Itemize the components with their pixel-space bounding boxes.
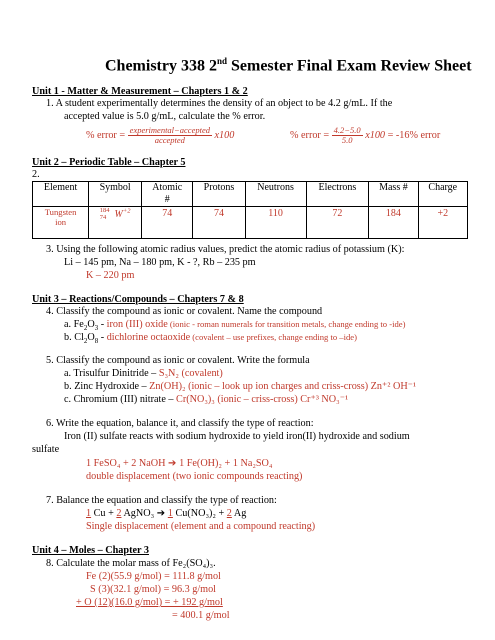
- cell-atomic: 74: [142, 207, 193, 239]
- cell-neutrons: 110: [245, 207, 306, 239]
- molar-mass-total: = 400.1 g/mol: [172, 610, 230, 621]
- table-row: [33, 207, 468, 239]
- col-electrons: Electrons: [306, 182, 369, 207]
- col-charge: Charge: [418, 182, 467, 207]
- percent-error-answer: % error = $\frac{4.2-5.0}{5.0}$ x100 = -16% error: [290, 125, 441, 146]
- col-neutrons: Neutrons: [245, 182, 306, 207]
- unit1-heading: Unit 1 - Matter & Measurement – Chapters 1 & 2: [32, 86, 248, 97]
- question-7-type: Single displacement (element and a compound reacting): [86, 521, 316, 532]
- question-6-type: double displacement (two ionic compounds reacting): [86, 471, 303, 482]
- col-element: Element: [33, 182, 89, 207]
- question-4b: b. $Cl_2O_8$ - dichlorine octaoxide (covalent – use prefixes, change ending to –ide): [64, 332, 357, 346]
- col-symbol: Symbol: [89, 182, 142, 207]
- cell-electrons: 72: [306, 207, 369, 239]
- cell-protons: 74: [193, 207, 245, 239]
- molar-mass-line-o: + O (12)(16.0 g/mol) = + 192 g/mol: [76, 597, 223, 608]
- question-5a: a. Trisulfur Dinitride – S₃N₂ (covalent): [64, 368, 223, 379]
- question-5c: c. Chromium (III) nitrate – Cr(NO₃)₃ (ionic – criss-cross) Cr⁺³ NO₃⁻¹: [64, 394, 349, 405]
- question-5: 5. Classify the compound as ionic or covalent. Write the formula: [46, 355, 310, 366]
- page-title: Chemistry 338 2nd Semester Final Exam Review Sheet: [105, 56, 472, 75]
- col-atomic: Atomic #: [142, 182, 193, 207]
- cell-mass: 184: [369, 207, 418, 239]
- question-3-answer: K – 220 pm: [86, 270, 135, 281]
- question-2: 2.: [32, 169, 40, 180]
- unit3-heading: Unit 3 – Reactions/Compounds – Chapters 7 & 8: [32, 294, 244, 305]
- question-3-line1: 3. Using the following atomic radius values, predict the atomic radius of potassium (K):: [46, 244, 405, 255]
- cell-charge: +2: [418, 207, 467, 239]
- question-3-line2: Li – 145 pm, Na – 180 pm, K - ?, Rb – 235 pm: [64, 257, 256, 268]
- question-6-line2: Iron (II) sulfate reacts with sodium hydroxide to yield iron(II) hydroxide and sodium: [64, 431, 410, 442]
- unit2-heading: Unit 2 – Periodic Table – Chapter 5: [32, 157, 186, 168]
- question-4a: a. $Fe_2O_3$ - iron (III) oxide (ionic - roman numerals for transition metals, change ending to -ide): [64, 319, 406, 333]
- periodic-table-question: [32, 181, 468, 239]
- question-7-equation: 1 Cu + 2 AgNO₃ ➔ 1 Cu(NO₃)₂ + 2 Ag: [86, 508, 247, 519]
- question-6-equation: 1 FeSO₄ + 2 NaOH ➔ 1 Fe(OH)₂ + 1 Na₂SO₄: [86, 458, 273, 469]
- question-8: 8. Calculate the molar mass of Fe₂(SO₄)₃.: [46, 558, 216, 569]
- question-1-line1: 1. A student experimentally determines the density of an object to be 4.2 g/mL. If the: [46, 98, 393, 109]
- percent-error-formula: % error = $\frac{\text{experimental−accepted}}{\text{accepted}}$ x100: [86, 125, 235, 146]
- molar-mass-line-fe: Fe (2)(55.9 g/mol) = 111.8 g/mol: [86, 571, 221, 582]
- question-7: 7. Balance the equation and classify the type of reaction:: [46, 495, 277, 506]
- question-6-line3: sulfate: [32, 444, 60, 455]
- unit4-heading: Unit 4 – Moles – Chapter 3: [32, 545, 149, 556]
- col-mass: Mass #: [369, 182, 418, 207]
- question-6-line1: 6. Write the equation, balance it, and classify the type of reaction:: [46, 418, 314, 429]
- col-protons: Protons: [193, 182, 245, 207]
- question-4: 4. Classify the compound as ionic or covalent. Name the compound: [46, 306, 323, 317]
- question-1-line2: accepted value is 5.0 g/mL, calculate the % error.: [64, 111, 266, 122]
- cell-symbol: 184 74 $W^{+2}$: [89, 207, 142, 239]
- question-5b: b. Zinc Hydroxide – Zn(OH)₂ (ionic – look up ion charges and criss-cross) Zn⁺² OH⁻¹: [64, 381, 417, 392]
- molar-mass-line-s: S (3)(32.1 g/mol) = 96.3 g/mol: [90, 584, 217, 595]
- cell-element: Tungsten ion: [33, 207, 89, 239]
